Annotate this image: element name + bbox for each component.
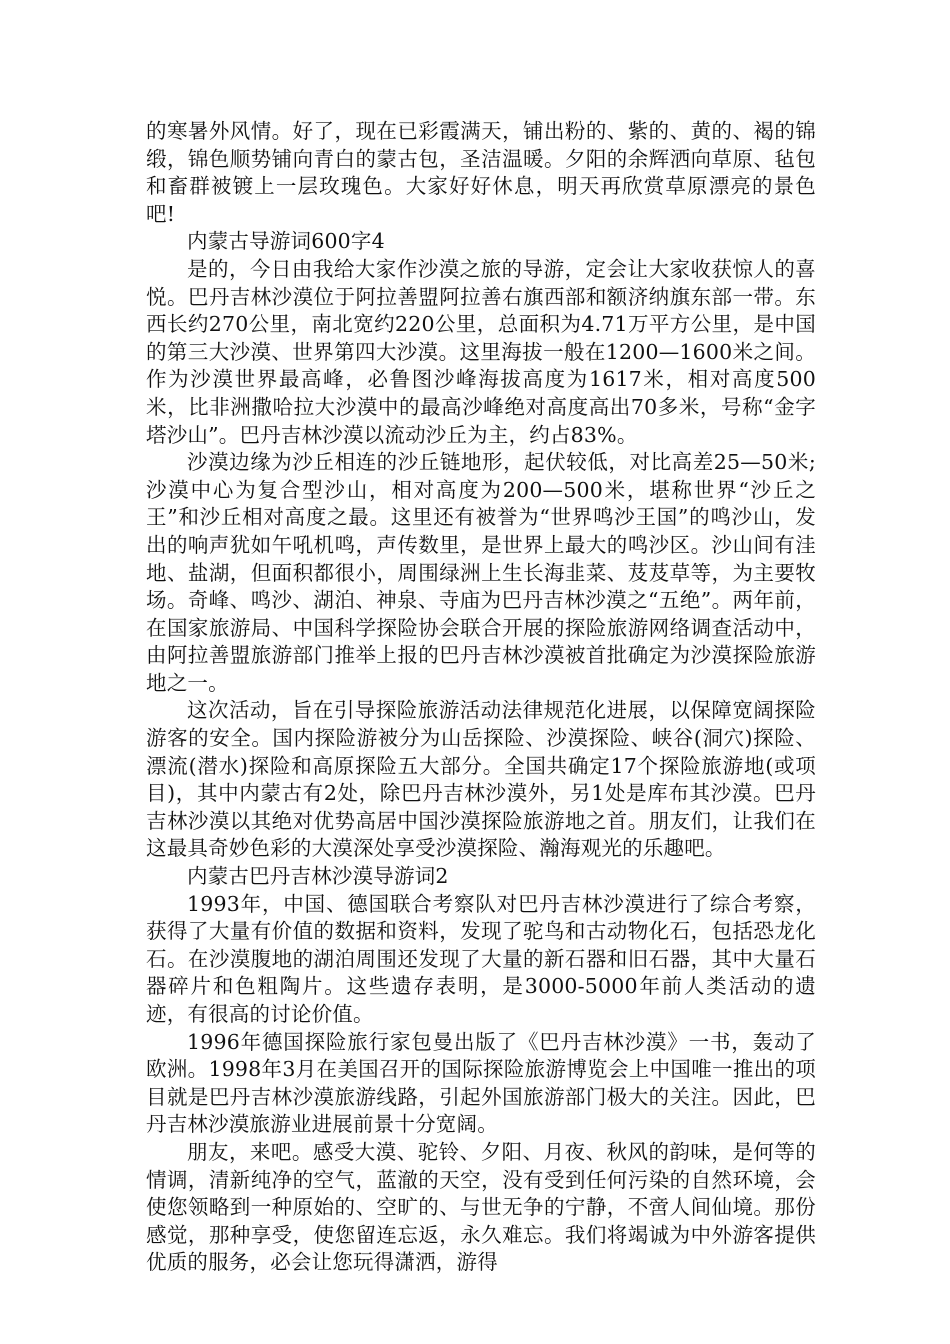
section-heading: 内蒙古导游词600字4 <box>187 229 385 254</box>
section-heading: 内蒙古巴丹吉林沙漠导游词2 <box>187 864 449 889</box>
paragraph: 1996年德国探险旅行家包曼出版了《巴丹吉林沙漠》一书，轰动了欧洲。1998年3月在美国召开的国际探险旅游博览会上中国唯一推出的项目就是巴丹吉林沙漠旅游线路，引起外国旅游部门极大的关注。因此，巴丹吉林沙漠旅游业进展前景十分宽阔。 <box>146 1029 816 1137</box>
paragraph: 1993年，中国、德国联合考察队对巴丹吉林沙漠进行了综合考察，获得了大量有价值的数据和资料，发现了驼鸟和古动物化石，包括恐龙化石。在沙漠腹地的湖泊周围还发现了大量的新石器和旧石器，其中大量石器碎片和色粗陶片。这些遗存表明，是3000-5000年前人类活动的遗迹，有很高的讨论价值。 <box>146 891 816 1026</box>
paragraph: 朋友，来吧。感受大漠、驼铃、夕阳、月夜、秋风的韵味，是何等的情调，清新纯净的空气，蓝澈的天空，没有受到任何污染的自然环境，会使您领略到一种原始的、空旷的、与世无争的宁静，不啻人间仙境。那份感觉，那种享受，使您留连忘返，永久难忘。我们将竭诚为中外游客提供优质的服务，必会让您玩得潇洒，游得 <box>146 1139 816 1275</box>
document-page <box>146 118 816 1277</box>
paragraph: 这次活动，旨在引导探险旅游活动法律规范化进展，以保障宽阔探险游客的安全。国内探险游被分为山岳探险、沙漠探险、峡谷(洞穴)探险、漂流(潜水)探险和高原探险五大部分。全国共确定17个探险旅游地(或项目)，其中内蒙古有2处，除巴丹吉林沙漠外，另1处是库布其沙漠。巴丹吉林沙漠以其绝对优势高居中国沙漠探险旅游地之首。朋友们，让我们在这最具奇妙色彩的大漠深处享受沙漠探险、瀚海观光的乐趣吧。 <box>146 698 816 861</box>
paragraph: 的寒暑外风情。好了，现在已彩霞满天，铺出粉的、紫的、黄的、褐的锦缎，锦色顺势铺向青白的蒙古包，圣洁温暖。夕阳的余辉洒向草原、毡包和畜群被镀上一层玫瑰色。大家好好休息，明天再欣赏草原漂亮的景色吧! <box>146 119 816 226</box>
paragraph: 是的，今日由我给大家作沙漠之旅的导游，定会让大家收获惊人的喜悦。巴丹吉林沙漠位于阿拉善盟阿拉善右旗西部和额济纳旗东部一带。东西长约270公里，南北宽约220公里，总面积为4.71万平方公里，是中国的第三大沙漠、世界第四大沙漠。这里海拔一般在1200—1600米之间。作为沙漠世界最高峰，必鲁图沙峰海拔高度为1617米，相对高度500米，比非洲撒哈拉大沙漠中的最高沙峰绝对高度高出70多米，号称“金字塔沙山”。巴丹吉林沙漠以流动沙丘为主，约占83%。 <box>146 256 816 447</box>
paragraph: 沙漠边缘为沙丘相连的沙丘链地形，起伏较低，对比高差25—50米;沙漠中心为复合型沙山，相对高度为200—500米，堪称世界“沙丘之王”和沙丘相对高度之最。这里还有被誉为“世界鸣沙王国”的鸣沙山，发出的响声犹如午吼机鸣，声传数里，是世界上最大的鸣沙区。沙山间有洼地、盐湖，但面积都很小，周围绿洲上生长海韭菜、芨芨草等，为主要牧场。奇峰、鸣沙、湖泊、神泉、寺庙为巴丹吉林沙漠之“五绝”。两年前，在国家旅游局、中国科学探险协会联合开展的探险旅游网络调查活动中，由阿拉善盟旅游部门推举上报的巴丹吉林沙漠被首批确定为沙漠探险旅游地之一。 <box>146 450 816 695</box>
